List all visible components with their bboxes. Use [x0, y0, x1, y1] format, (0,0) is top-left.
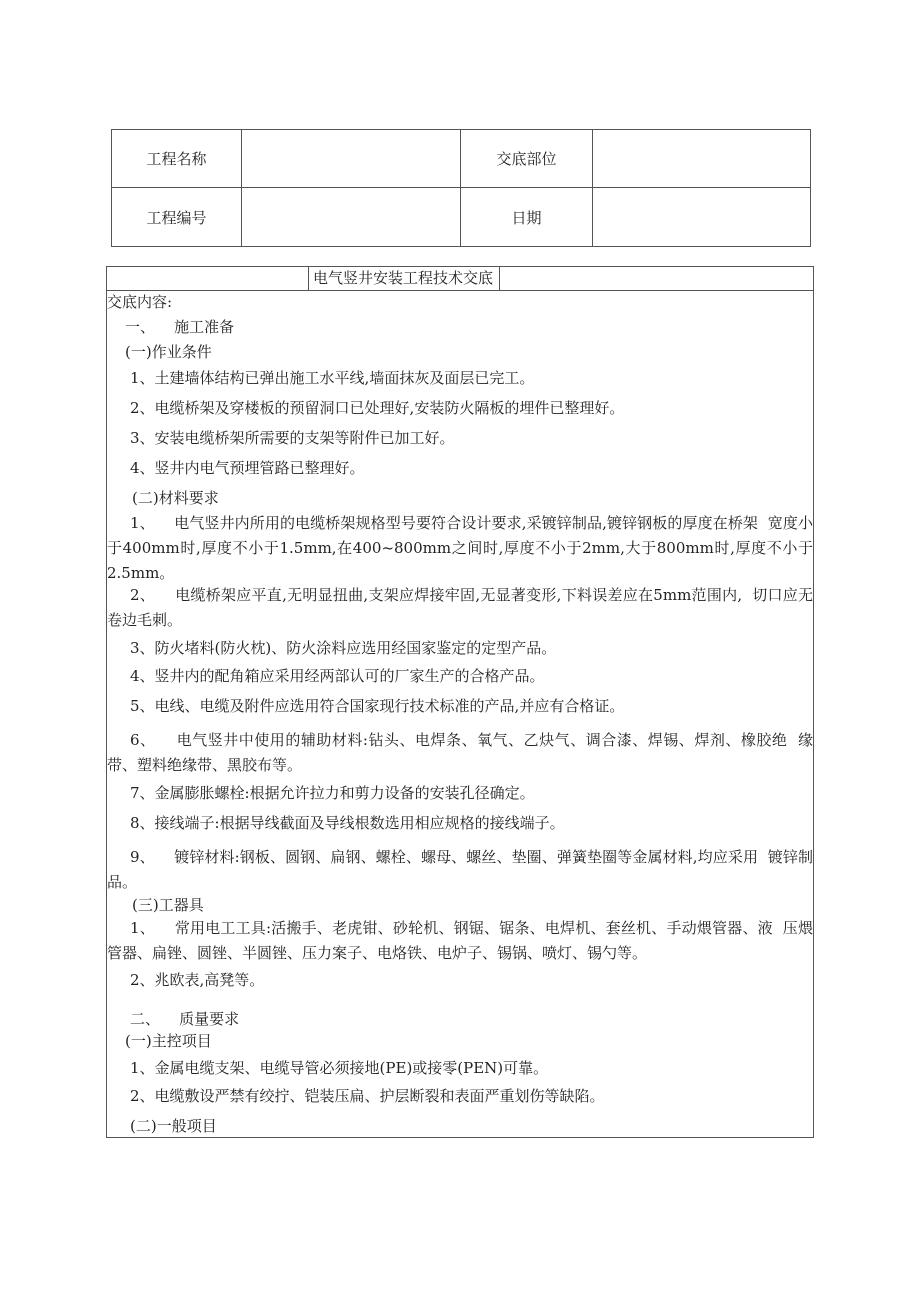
project-name-label: 工程名称 [112, 130, 242, 188]
project-info-table [111, 129, 811, 247]
section-1-sub-1: (一)作业条件 [125, 343, 212, 361]
list-item: 5、电线、电缆及附件应选用符合国家现行技术标准的产品,并应有合格证。 [130, 697, 625, 715]
disclosure-part-value [593, 130, 811, 188]
list-item: 4、竖井内电气预埋管路已整理好。 [130, 459, 365, 477]
list-item: 1、土建墙体结构已弹出施工水平线,墙面抹灰及面层已完工。 [130, 369, 535, 387]
section-1-sub-3: (三)工器具 [132, 896, 204, 914]
list-item: 4、竖井内的配角箱应采用经两部认可的厂家生产的合格产品。 [130, 667, 545, 685]
date-value [593, 188, 811, 247]
project-number-label: 工程编号 [112, 188, 242, 247]
list-item: 8、接线端子:根据导线截面及导线根数选用相应规格的接线端子。 [130, 814, 565, 832]
section-2-sub-1: (一)主控项目 [125, 1032, 212, 1050]
list-item: 2、 电缆桥架应平直,无明显扭曲,支架应焊接牢固,无显著变形,下料误差应在5mm范围内, 切口应无卷边毛刺。 [107, 586, 813, 629]
list-item: 2、电缆敷设严禁有绞拧、铠装压扁、护层断裂和表面严重划伤等缺陷。 [130, 1087, 605, 1105]
list-item: 3、防火堵料(防火枕)、防火涂料应选用经国家鉴定的定型产品。 [130, 639, 557, 657]
project-name-value [242, 130, 461, 188]
list-item: 6、 电气竖井中使用的辅助材料:钻头、电焊条、氧气、乙炔气、调合漆、焊锡、焊剂、橡胶绝 缘带、塑料绝缘带、黑胶布等。 [107, 731, 813, 774]
list-item: 1、 电气竖井内所用的电缆桥架规格型号要符合设计要求,采镀锌制品,镀锌钢板的厚度在桥架 宽度小于400mm时,厚度不小于1.5mm,在400~800mm之间时,厚度不小于2mm,大于800mm时,厚度不小于2.5mm。 [107, 514, 813, 582]
section-1-sub-2: (二)材料要求 [132, 489, 219, 507]
list-item: 2、兆欧表,高凳等。 [130, 971, 265, 989]
date-label: 日期 [461, 188, 593, 247]
list-item: 7、金属膨胀螺栓:根据允许拉力和剪力设备的安装孔径确定。 [130, 784, 535, 802]
disclosure-content-box [106, 266, 814, 1138]
list-item: 2、电缆桥架及穿楼板的预留洞口已处理好,安装防火隔板的埋件已整理好。 [130, 399, 625, 417]
disclosure-part-label: 交底部位 [461, 130, 593, 188]
list-item: 1、 常用电工工具:活搬手、老虎钳、砂轮机、钢锯、锯条、电焊机、套丝机、手动煨管器、液 压煨管器、扁锉、圆锉、半圆锉、压力案子、电烙铁、电炉子、锡锅、喷灯、锡勺等。 [107, 919, 813, 962]
content-label: 交底内容: [107, 293, 173, 311]
document-title: 电气竖井安装工程技术交底 [308, 267, 500, 290]
table-row [112, 188, 811, 247]
table-row [112, 130, 811, 188]
list-item: 1、金属电缆支架、电缆导管必须接地(PE)或接零(PEN)可靠。 [130, 1059, 549, 1077]
section-1-heading: 一、 施工准备 [125, 318, 235, 336]
title-row [107, 267, 813, 291]
section-2-sub-2: (二)一般项目 [130, 1117, 217, 1135]
project-number-value [242, 188, 461, 247]
list-item: 9、 镀锌材料:钢板、圆钢、扁钢、螺栓、螺母、螺丝、垫圈、弹簧垫圈等金属材料,均应采用 镀锌制品。 [107, 848, 813, 891]
list-item: 3、安装电缆桥架所需要的支架等附件已加工好。 [130, 429, 455, 447]
section-2-heading: 二、 质量要求 [130, 1010, 240, 1028]
